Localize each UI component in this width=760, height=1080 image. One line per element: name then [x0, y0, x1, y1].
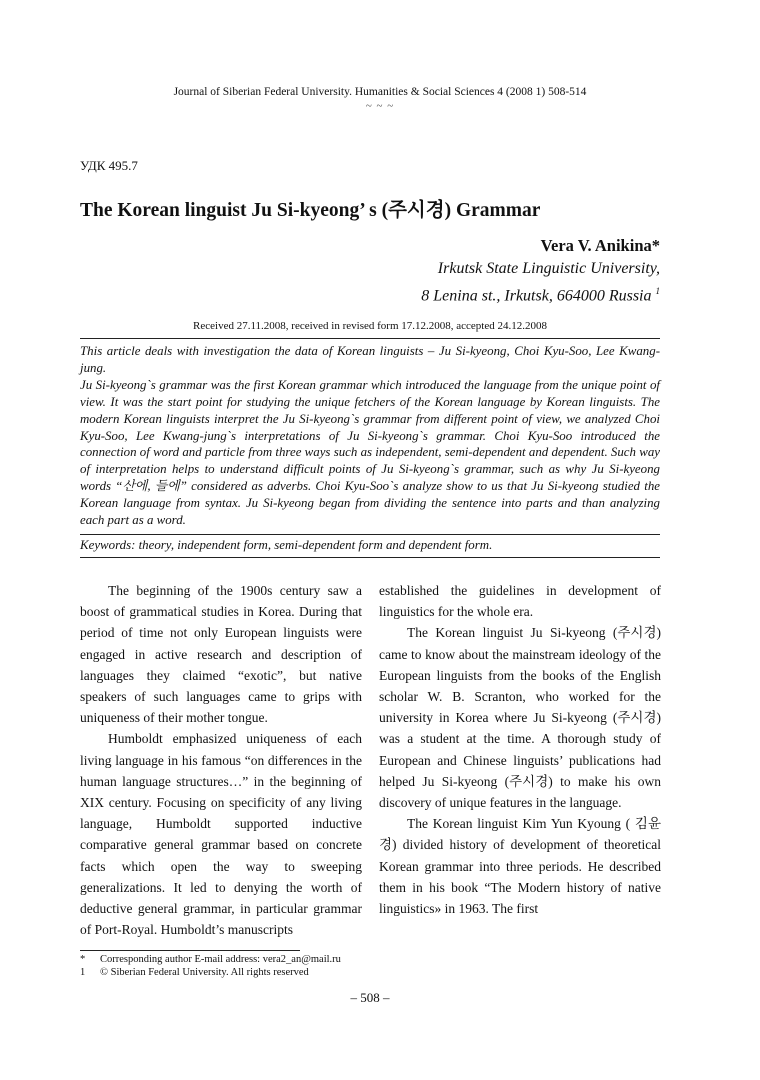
keywords: Keywords: theory, independent form, semi-dependent form and dependent form.	[80, 538, 493, 552]
body-paragraph: The Korean linguist Kim Yun Kyoung ( 김윤경) divided history of development of theoretical Korean grammar into three periods. He described them in his book “The Modern history of native linguistics» in 1963. The first	[379, 816, 661, 917]
udk-code: УДК 495.7	[80, 158, 138, 173]
article-title: The Korean linguist Ju Si-kyeong’ s (주시경) Grammar	[80, 200, 541, 221]
body-column-left	[80, 580, 362, 940]
footnote-1-text: Corresponding author E-mail address: vera2_an@mail.ru	[100, 954, 341, 965]
abstract-paragraph-1: This article deals with investigation the data of Korean linguists – Ju Si-kyeong, Choi Kyu-Soo, Lee Kwang-jung.	[80, 344, 660, 375]
keywords-top-rule	[80, 534, 660, 535]
body-paragraph: Humboldt emphasized uniqueness of each living language in his famous “on differences in the human language structures…” in the beginning of XIX century. Focusing on specificity of any living language, Humboldt supported inductive comparative general grammar based on concrete facts which open the way to sweeping generalizations. It led to denying the worth of deductive general grammar, in particular grammar of Port-Royal. Humboldt’s manuscripts	[80, 731, 362, 938]
footnote-rule	[80, 950, 300, 951]
abstract-top-rule	[80, 338, 660, 339]
affiliation-address: 8 Lenina st., Irkutsk, 664000 Russia	[421, 287, 652, 305]
affiliation-footnote-mark: 1	[655, 286, 660, 296]
body-column-right	[379, 580, 661, 919]
received-dates: Received 27.11.2008, received in revised form 17.12.2008, accepted 24.12.2008	[193, 320, 547, 332]
affiliation-line-1: Irkutsk State Linguistic University,	[437, 260, 660, 277]
page-number: – 508 –	[350, 990, 390, 1005]
author-affiliation	[421, 258, 660, 307]
author-name: Vera V. Anikina*	[540, 236, 660, 255]
footnote-1	[80, 954, 341, 965]
footnote-1-mark: *	[80, 954, 86, 965]
keywords-bottom-rule	[80, 557, 660, 558]
footnote-2-text: © Siberian Federal University. All rights reserved	[100, 967, 309, 978]
body-paragraph: The Korean linguist Ju Si-kyeong (주시경) came to know about the mainstream ideology of the European linguists from the books of the English scholar W. B. Scranton, who worked for the university in Korea where Ju Si-kyeong (주시경) was a student at the time. A thorough study of European and Chinese linguists’ publications had helped Ju Si-kyeong (주시경) to make his own discovery of unique features in the language.	[379, 625, 661, 811]
header-ornament: ~ ~ ~	[365, 100, 395, 112]
abstract-paragraph-2: Ju Si-kyeong`s grammar was the first Korean grammar which introduced the language from the unique point of view. It was the start point for studying the unique fetchers of the Korean language by Korean linguists. The modern Korean linguists interpret the Ju Si-kyeong`s grammar from different point of view, we analyzed Choi Kyu-Soo, Lee Kwang-jung`s interpretations of Ju Si-kyeong`s grammar. Choi Kyu-Soo introduced the connection of word and particle from three ways such as independent, semi-dependent and dependent. Such way of interpretation helps to understand difficult points of Ju Si-kyeong`s grammar, such as why Ju Si-kyeong words “산에, 들에” considered as adverbs. Choi Kyu-Soo`s analyze show to us that Ju Si-kyeong studied the Korean language from syntax. Ju Si-kyeong began from dividing the sentence into parts and than analyzing each part as a word.	[80, 377, 660, 528]
journal-header: Journal of Siberian Federal University. Humanities & Social Sciences 4 (2008 1) 508-514	[173, 86, 587, 98]
footnote-2-mark: 1	[80, 967, 86, 978]
body-paragraph: The beginning of the 1900s century saw a boost of grammatical studies in Korea. During that period of time not only European linguists were engaged in active research and description of languages they claimed “exotic”, but native speakers of such languages came to grips with uniqueness of their mother tongue.	[80, 583, 362, 726]
abstract	[80, 343, 660, 529]
body-paragraph: established the guidelines in development of linguistics for the whole era.	[379, 583, 661, 620]
footnote-2	[80, 967, 309, 978]
affiliation-line-2	[421, 280, 660, 307]
